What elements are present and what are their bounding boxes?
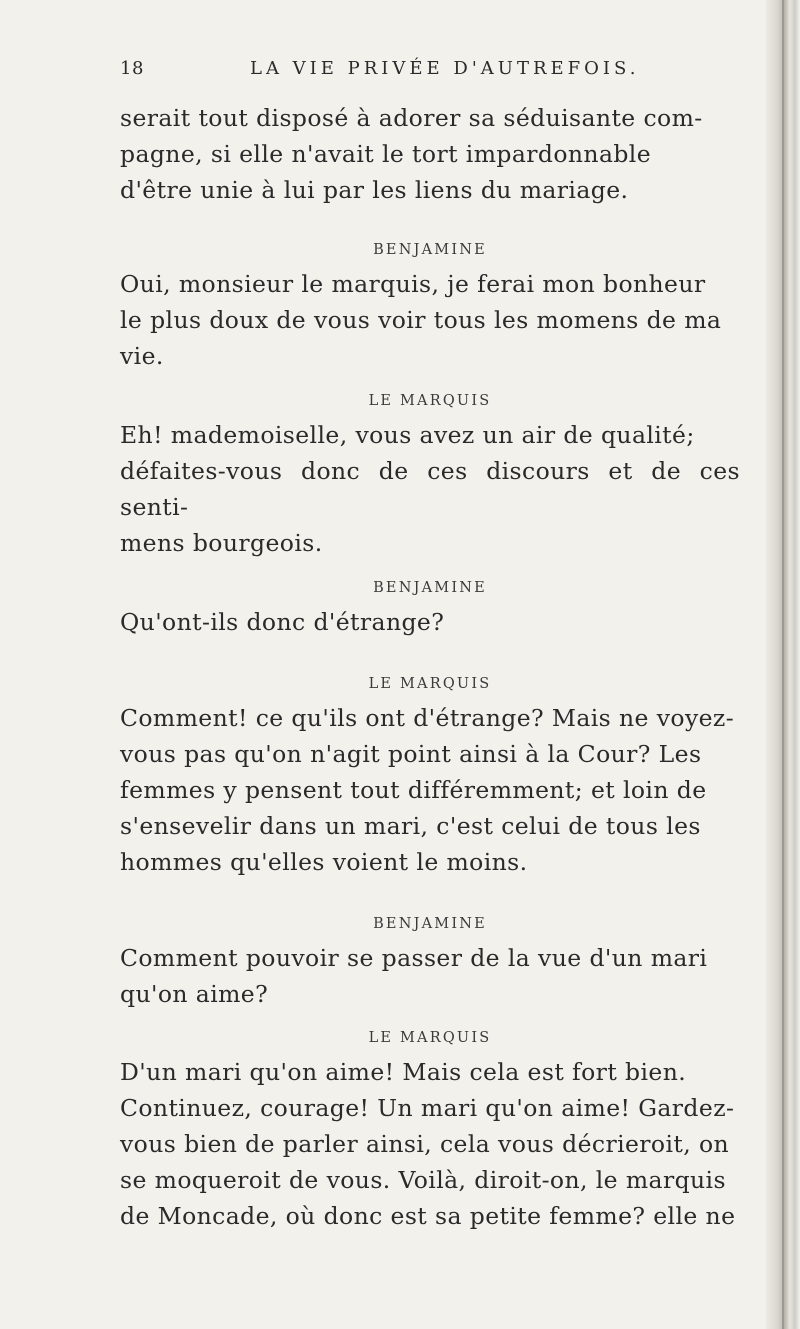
text-line: qu'on aime? bbox=[120, 980, 269, 1008]
text-line: serait tout disposé à adorer sa séduisante com- bbox=[120, 104, 703, 132]
paragraph bbox=[120, 1054, 740, 1234]
text-line: Qu'ont-ils donc d'étrange? bbox=[120, 608, 445, 636]
speaker-name: LE MARQUIS bbox=[368, 393, 492, 409]
text-line: hommes qu'elles voient le moins. bbox=[120, 848, 528, 876]
speaker-name: BENJAMINE bbox=[373, 580, 487, 596]
text-line: femmes y pensent tout différemment; et loin de bbox=[120, 776, 707, 804]
speaker-name: LE MARQUIS bbox=[368, 676, 492, 692]
text-line: Comment pouvoir se passer de la vue d'un mari bbox=[120, 944, 708, 972]
text-line: le plus doux de vous voir tous les momens de ma bbox=[120, 306, 722, 334]
text-line: d'être unie à lui par les liens du mariage. bbox=[120, 176, 629, 204]
paragraph bbox=[120, 100, 740, 208]
text-line: de Moncade, où donc est sa petite femme? elle ne bbox=[120, 1202, 736, 1230]
speaker-name: BENJAMINE bbox=[373, 242, 487, 258]
paragraph bbox=[120, 700, 740, 880]
page-number: 18 bbox=[120, 58, 144, 79]
text-line: mens bourgeois. bbox=[120, 529, 323, 557]
page-edge-line bbox=[782, 0, 784, 1329]
page-header bbox=[120, 58, 730, 88]
paragraph bbox=[120, 417, 740, 561]
page-body bbox=[120, 100, 740, 1234]
text-line: D'un mari qu'on aime! Mais cela est fort bien. bbox=[120, 1058, 687, 1086]
text-line: s'ensevelir dans un mari, c'est celui de tous les bbox=[120, 812, 701, 840]
text-line: pagne, si elle n'avait le tort impardonnable bbox=[120, 140, 652, 168]
paragraph bbox=[120, 940, 740, 1012]
text-line: vous pas qu'on n'agit point ainsi à la Cour? Les bbox=[120, 740, 702, 768]
speaker-name: BENJAMINE bbox=[373, 916, 487, 932]
text-line: Comment! ce qu'ils ont d'étrange? Mais ne voyez- bbox=[120, 704, 735, 732]
paragraph bbox=[120, 604, 740, 640]
text-line: Continuez, courage! Un mari qu'on aime! Gardez- bbox=[120, 1094, 735, 1122]
running-title: LA VIE PRIVÉE D'AUTREFOIS. bbox=[250, 58, 640, 79]
text-line: Eh! mademoiselle, vous avez un air de qualité; bbox=[120, 421, 695, 449]
text-line: se moqueroit de vous. Voilà, diroit-on, le marquis bbox=[120, 1166, 726, 1194]
text-line: vous bien de parler ainsi, cela vous décrieroit, on bbox=[120, 1130, 730, 1158]
paragraph bbox=[120, 266, 740, 374]
text-line: défaites-vous donc de ces discours et de ces senti- bbox=[120, 457, 740, 521]
speaker-name: LE MARQUIS bbox=[368, 1030, 492, 1046]
text-line: Oui, monsieur le marquis, je ferai mon bonheur bbox=[120, 270, 706, 298]
text-line: vie. bbox=[120, 342, 164, 370]
